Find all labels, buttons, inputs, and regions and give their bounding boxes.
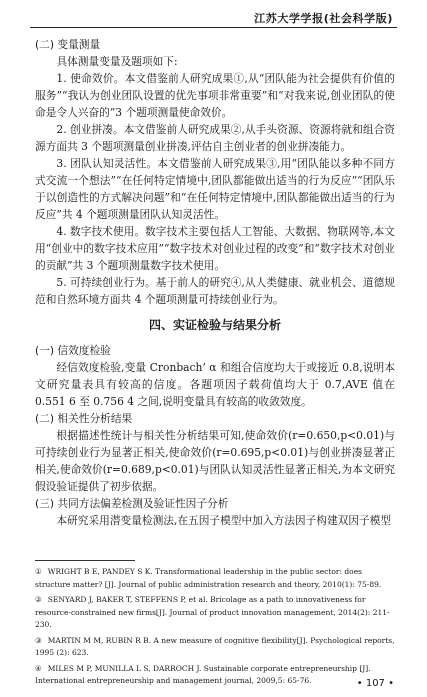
paragraph-bricolage: 2. 创业拼凑。本文借鉴前人研究成果②,从手头资源、资源将就和组合资源方面共 3 个题项测量创业拼凑,评估自主创业者的创业拼凑能力。 <box>35 123 395 153</box>
paragraph-sustainable-behavior: 5. 可持续创业行为。基于前人的研究④,从人类健康、就业机会、道德规范和自然环境方面共 4 个题项测量可持续创业行为。 <box>35 276 395 306</box>
footnote-1 <box>35 566 395 591</box>
footnote-mark: ② <box>35 595 42 604</box>
footnote-4 <box>35 663 395 688</box>
page-number: • 107 • <box>356 678 394 689</box>
footnote-text: WRIGHT B E, PANDEY S K. Transformational leadership in the public sector: does structure matter? [J]. Journal of public administration research and theory, 2010(1): 75-89. <box>35 567 382 589</box>
journal-title: 江苏大学学报(社会科学版) <box>254 12 393 25</box>
running-header <box>30 10 397 26</box>
footnote-2 <box>35 594 395 632</box>
paragraph-correlation: 根据描述性统计与相关性分析结果可知,使命效价(r=0.650,p<0.01)与可持续创业行为显著正相关,使命效价(r=0.695,p<0.01)与创业拼凑显著正相关,使命效价(r=0.689,p<0.01)与团队认知灵活性显著正相关,为本文研究假设验证提供了初步依据。 <box>35 429 395 493</box>
footnote-mark: ③ <box>35 635 42 645</box>
subsection-heading-reliability: (一) 信效度检验 <box>35 344 111 357</box>
paragraph-reliability: 经信效度检验,变量 Cronbach’ α 和组合信度均大于或接近 0.8,说明本文研究量表具有较高的信度。各题项因子载荷值均大于 0.7,AVE 值在 0.551 6 至 0.756 4 之间,说明变量具有较高的收敛效度。 <box>35 361 395 408</box>
footnote-mark: ① <box>35 567 42 576</box>
paragraph-cmv: 本研究采用潜变量检测法,在五因子模型中加入方法因子构建双因子模型 <box>56 514 392 527</box>
footnotes <box>35 566 395 691</box>
header-rule <box>30 27 397 28</box>
footnote-text: SENYARD J, BAKER T, STEFFENS P, et al. Bricolage as a path to innovativeness for resource-constrained new firms[J]. Journal of product innovation management, 2014(2): 211-230. <box>35 595 390 629</box>
footnote-mark: ④ <box>35 663 42 673</box>
subsection-heading-variable-measurement: (二) 变量测量 <box>35 38 101 51</box>
paragraph-intro: 具体测量变量及题项如下: <box>56 55 178 68</box>
subsection-heading-correlation: (二) 相关性分析结果 <box>35 412 133 425</box>
paragraph-digital-technology: 4. 数字技术使用。数字技术主要包括人工智能、大数据、物联网等,本文用“创业中的数字技术应用”“数字技术对创业过程的改变”和“数字技术对创业的贡献”共 3 个题项测量数字技术使用。 <box>35 225 395 272</box>
paragraph-cognitive-flexibility: 3. 团队认知灵活性。本文借鉴前人研究成果③,用“团队能以多种不同方式交流一个想法”“在任何特定情境中,团队都能做出适当的行为反应”“团队乐于以创造性的方式解决问题”和“在任何特定情境中,团队都能做出适当的行为反应”共 4 个题项测量团队认知灵活性。 <box>35 157 395 221</box>
section-heading-empirical: 四、实证检验与结果分析 <box>148 318 281 332</box>
footnote-separator <box>35 560 135 561</box>
footnote-text: MARTIN M M, RUBIN R B. A new measure of cognitive flexibility[J]. Psychological reports, 1995 (2): 623. <box>35 635 395 657</box>
article-body <box>35 36 395 529</box>
paragraph-mission-valence: 1. 使命效价。本文借鉴前人研究成果①,从“团队能为社会提供有价值的服务”“我认为创业团队设置的优先事项非常重要”和“对我来说,创业团队的使命是令人兴奋的”3 个题项测量使命效价。 <box>35 72 395 119</box>
subsection-heading-cmv: (三) 共同方法偏差检测及验证性因子分析 <box>35 497 229 510</box>
footnote-text: MILES M P, MUNILLA L S, DARROCH J. Sustainable corporate entrepreneurship [J]. International entrepreneurship and management journal, 2009,5: 65-76. <box>35 663 371 685</box>
footnote-3 <box>35 635 395 660</box>
